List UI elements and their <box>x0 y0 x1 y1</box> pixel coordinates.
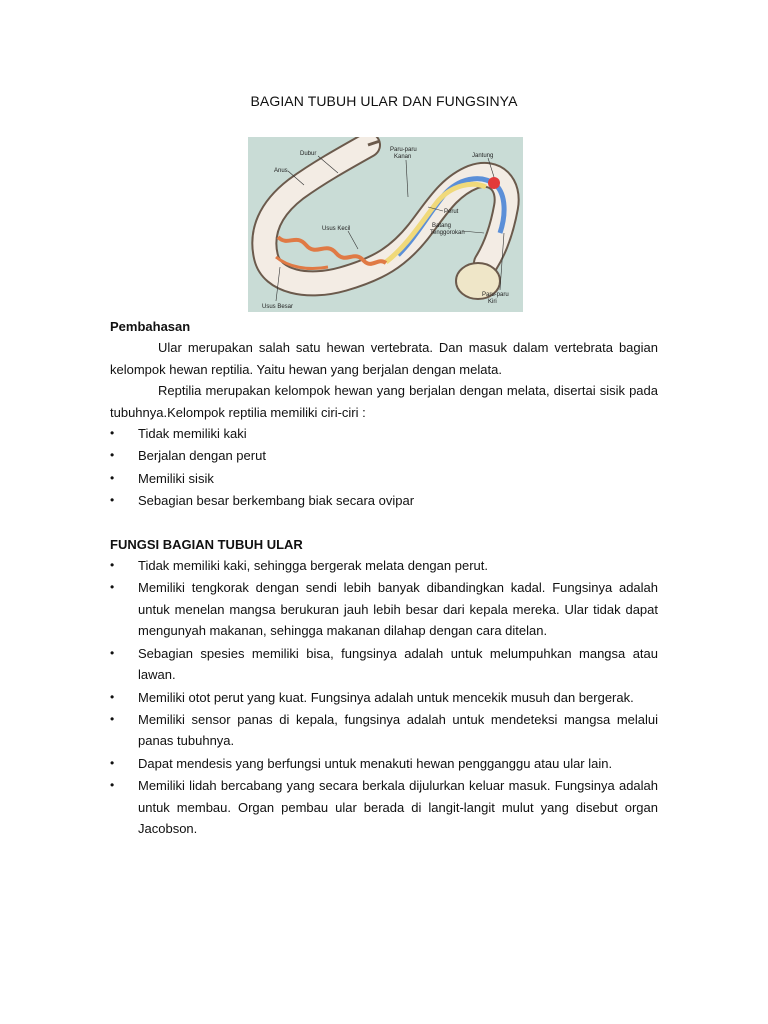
label-paru-kanan-2: Kanan <box>394 154 412 160</box>
document-body <box>110 316 658 840</box>
list-item: • Tidak memiliki kaki, sehingga bergerak melata dengan perut. <box>110 555 658 576</box>
label-paru-kiri-2: Kiri <box>488 299 497 305</box>
section1-heading: Pembahasan <box>110 319 191 334</box>
section-spacer <box>110 513 658 534</box>
list-item: • Memiliki otot perut yang kuat. Fungsinya adalah untuk mencekik musuh dan bergerak. <box>110 687 658 708</box>
label-paru-kanan-1: Paru-paru <box>390 147 417 153</box>
snake-anatomy-illustration <box>248 137 523 312</box>
label-usus-besar: Usus Besar <box>262 304 294 310</box>
snake-anatomy-figure <box>248 137 523 312</box>
section1-paragraph-2: Reptilia merupakan kelompok hewan yang berjalan dengan melata, disertai sisik pada tubuhnya.Kelompok reptilia memiliki ciri-ciri : <box>110 383 658 420</box>
label-perut: Perut <box>444 209 459 215</box>
list-item: • Memiliki lidah bercabang yang secara berkala dijulurkan keluar masuk. Fungsinya adalah untuk membau. Organ pembau ular berada di langit-langit mulut yang disebut organ Jacobson. <box>110 775 658 839</box>
label-dubur: Dubur <box>300 151 317 157</box>
list-item: • Memiliki tengkorak dengan sendi lebih banyak dibandingkan kadal. Fungsinya adalah untuk menelan mangsa berukuran jauh lebih besar dari kepala mereka. Ular tidak dapat mengunyah makanan, sehingga makanan dilahap dengan cara ditelan. <box>110 577 658 641</box>
list-item: • Sebagian spesies memiliki bisa, fungsinya adalah untuk melumpuhkan mangsa atau lawan. <box>110 643 658 686</box>
list-item: • Memiliki sensor panas di kepala, fungsinya adalah untuk mendeteksi mangsa melalui panas tubuhnya. <box>110 709 658 752</box>
label-batang-2: Tenggorokan <box>430 230 465 236</box>
list-item: • Tidak memiliki kaki <box>110 423 658 444</box>
label-jantung: Jantung <box>472 153 494 159</box>
label-usus-kecil: Usus Kecil <box>322 226 351 232</box>
list-item: • Dapat mendesis yang berfungsi untuk menakuti hewan pengganggu atau ular lain. <box>110 753 658 774</box>
list-item: • Memiliki sisik <box>110 468 658 489</box>
label-paru-kiri-1: Paru-paru <box>482 292 509 298</box>
document-title: BAGIAN TUBUH ULAR DAN FUNGSINYA <box>250 93 518 109</box>
heart-organ <box>488 177 500 189</box>
snake-functions-list <box>110 555 658 839</box>
list-item: • Berjalan dengan perut <box>110 445 658 466</box>
reptile-traits-list <box>110 423 658 512</box>
label-anus: Anus <box>274 168 288 174</box>
list-item: • Sebagian besar berkembang biak secara ovipar <box>110 490 658 511</box>
section2-heading: FUNGSI BAGIAN TUBUH ULAR <box>110 536 303 552</box>
label-batang-1: Batang <box>432 223 452 229</box>
section1-paragraph-1: Ular merupakan salah satu hewan vertebrata. Dan masuk dalam vertebrata bagian kelompok hewan reptilia. Yaitu hewan yang berjalan dengan melata. <box>110 340 658 377</box>
